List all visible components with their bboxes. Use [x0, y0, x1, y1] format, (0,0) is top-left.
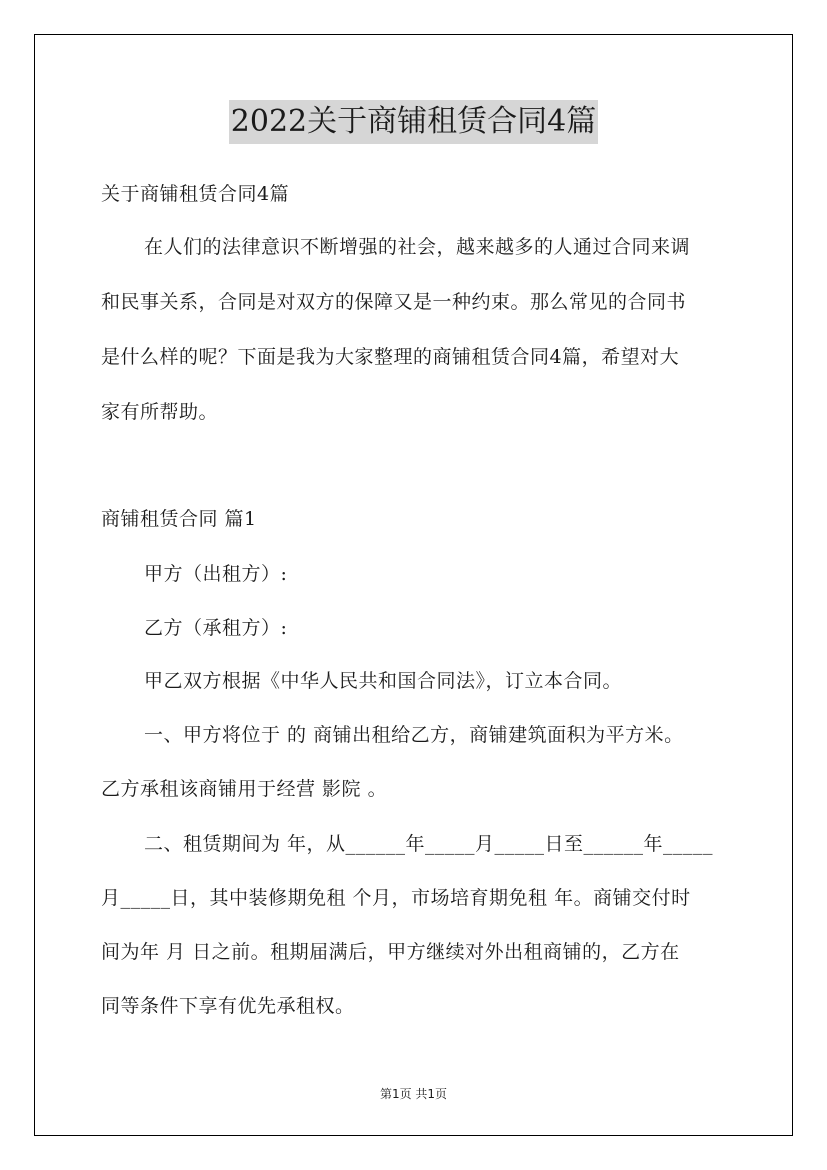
- clause-2-line: 二、租赁期间为 年，从______年_____月_____日至______年_____: [144, 833, 714, 855]
- section-heading: 商铺租赁合同 篇1: [101, 508, 257, 530]
- page-footer: 第1页 共1页: [379, 1087, 448, 1101]
- document-title-text: 2022关于商铺租赁合同4篇: [229, 100, 598, 144]
- intro-line: 和民事关系，合同是对双方的保障又是一种约束。那么常见的合同书: [101, 291, 687, 313]
- party-b-line: 乙方（承租方）:: [144, 617, 288, 639]
- contract-basis-line: 甲乙双方根据《中华人民共和国合同法》，订立本合同。: [144, 670, 623, 692]
- intro-line: 在人们的法律意识不断增强的社会，越来越多的人通过合同来调: [144, 236, 691, 258]
- document-title: [0, 100, 827, 144]
- clause-2-line: 同等条件下享有优先承租权。: [101, 995, 355, 1017]
- clause-2-line: 月_____日，其中装修期免租 个月，市场培育期免租 年。商铺交付时: [101, 887, 691, 909]
- clause-1-line: 一、甲方将位于 的 商铺出租给乙方，商铺建筑面积为平方米。: [144, 724, 684, 746]
- clause-2-line: 间为年 月 日之前。租期届满后，甲方继续对外出租商铺的，乙方在: [101, 941, 680, 963]
- intro-line: 家有所帮助。: [101, 401, 219, 423]
- clause-1-line: 乙方承租该商铺用于经营 影院 。: [101, 778, 388, 800]
- party-a-line: 甲方（出租方）:: [144, 563, 288, 585]
- intro-line: 是什么样的呢？下面是我为大家整理的商铺租赁合同4篇，希望对大: [101, 346, 680, 368]
- document-subtitle: 关于商铺租赁合同4篇: [101, 183, 290, 205]
